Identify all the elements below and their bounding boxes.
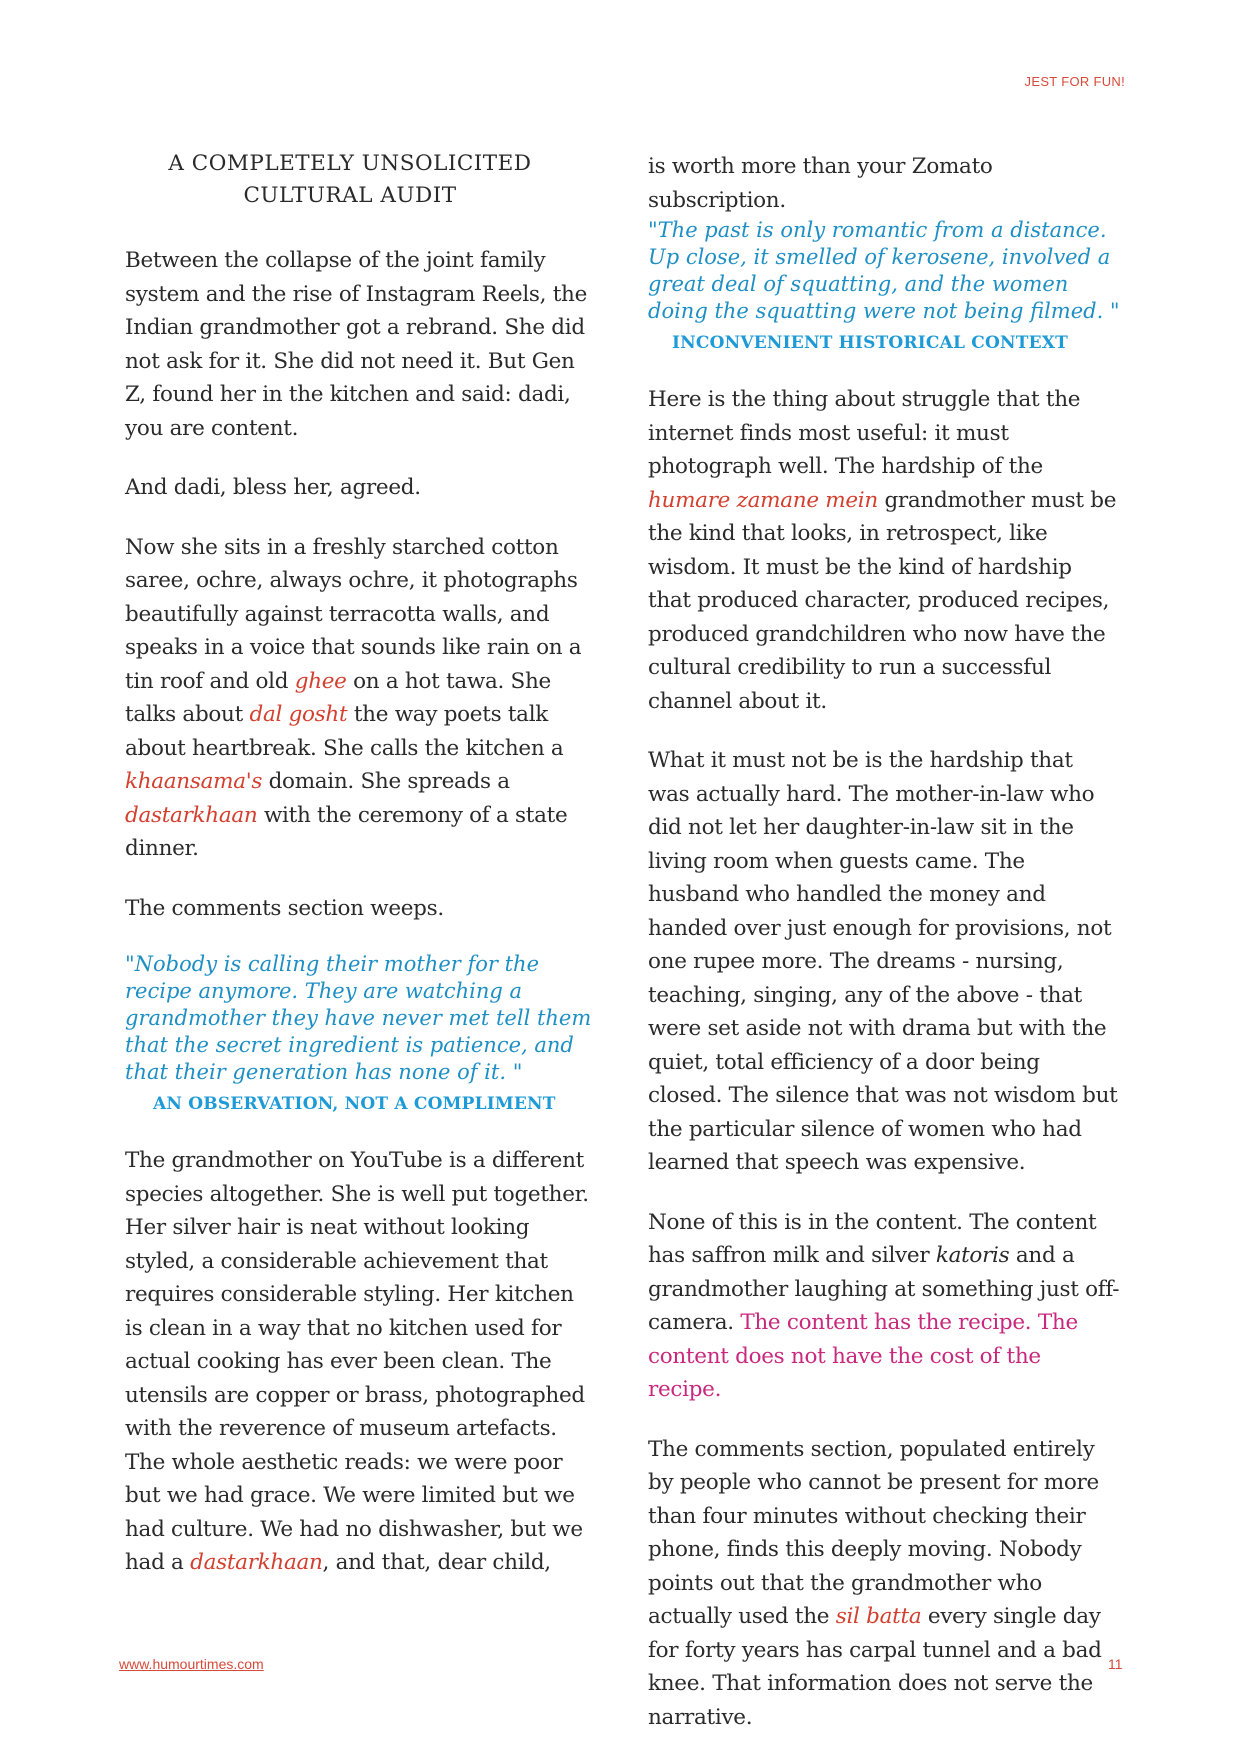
page-number: 11	[1108, 1656, 1123, 1672]
paragraph	[648, 1433, 1120, 1735]
quote-attribution: AN OBSERVATION, NOT A COMPLIMENT	[153, 1094, 556, 1114]
text-run: and a grandmother laughing at something just off-camera.	[648, 1243, 1120, 1335]
right-column	[648, 150, 1120, 1760]
pull-quote: "Nobody is calling their mother for the recipe anymore. They are watching a grandmother they have never met tell them that the secret ingredient is patience, and that their generation has none of it. "	[125, 952, 592, 1084]
text-run: Now she sits in a freshly starched cotton saree, ochre, always ochre, it photographs beautifully against terracotta walls, and speaks in a voice that sounds like rain on a tin roof and old	[125, 534, 582, 694]
highlight-term: dastarkhaan	[125, 802, 258, 828]
paragraph: Between the collapse of the joint family system and the rise of Instagram Reels, the Indian grandmother got a rebrand. She did not ask for it. She did not need it. But Gen Z, found her in the kitchen and said: dadi, you are content.	[125, 248, 588, 441]
article-heading: A COMPLETELY UNSOLICITED CULTURAL AUDIT	[168, 151, 532, 208]
section-kicker: JEST FOR FUN!	[1024, 74, 1125, 89]
text-run: None of this is in the content. The content has saffron milk and silver	[648, 1209, 1097, 1268]
text-run: Here is the thing about struggle that the internet finds most useful: it must photograph well. The hardship of the	[648, 387, 1081, 479]
highlight-term: sil batta	[835, 1604, 922, 1629]
text-run: domain. She spreads a	[262, 769, 510, 794]
text-run: with the ceremony of a state dinner.	[125, 802, 568, 861]
website-link[interactable]: www.humourtimes.com	[119, 1656, 264, 1672]
paragraph	[125, 1144, 595, 1580]
text-run: , and that, dear child,	[322, 1550, 551, 1575]
highlight-term: dal gosht	[249, 702, 348, 727]
pull-quote: "The past is only romantic from a distance. Up close, it smelled of kerosene, involved a great deal of squatting, and the women doing the squatting were not being filmed. "	[648, 218, 1120, 323]
italic-term: katoris	[935, 1243, 1010, 1268]
paragraph	[125, 531, 595, 866]
text-run: the way poets talk about heartbreak. She calls the kitchen a	[125, 702, 564, 761]
text-run: every single day for forty years has carpal tunnel and a bad knee. That information does not serve the narrative.	[648, 1604, 1102, 1730]
pink-highlight: The content has the recipe. The content does not have the cost of the recipe.	[648, 1310, 1078, 1402]
text-run: on a hot tawa. She talks about	[125, 668, 551, 727]
highlight-term: ghee	[294, 668, 347, 694]
quote-attribution: INCONVENIENT HISTORICAL CONTEXT	[672, 333, 1069, 353]
paragraph: And dadi, bless her, agreed.	[125, 475, 421, 500]
paragraph	[648, 1206, 1120, 1407]
paragraph: What it must not be is the hardship that was actually hard. The mother-in-law who did not let her daughter-in-law sit in the living room when guests came. The husband who handled the money and handed over just enough for provisions, not one rupee more. The dreams - nursing, teaching, singing, any of the above - that were set aside not with drama but with the quiet, total efficiency of a door being closed. The silence that was not wisdom but the particular silence of women who had learned that speech was expensive.	[648, 748, 1118, 1175]
highlight-term: humare zamane mein	[648, 487, 878, 513]
left-column	[125, 148, 595, 1606]
text-run: grandmother must be the kind that looks, in retrospect, like wisdom. It must be the kind of hardship that produced character, produced recipes, produced grandchildren who now have the cultural credibility to run a successful channel about it.	[648, 487, 1117, 714]
text-run: The comments section, populated entirely by people who cannot be present for more than four minutes without checking their phone, finds this deeply moving. Nobody points out that the grandmother who actually used the	[648, 1436, 1099, 1629]
paragraph: The comments section weeps.	[125, 895, 444, 921]
highlight-term: dastarkhaan	[190, 1550, 323, 1575]
paragraph	[648, 383, 1120, 718]
paragraph-continuation: is worth more than your Zomato subscription.	[648, 154, 993, 213]
highlight-term: khaansama's	[125, 769, 263, 794]
text-run: The grandmother on YouTube is a different species altogether. She is well put together. Her silver hair is neat without looking styled, a considerable achievement that requires considerable styling. Her kitchen is clean in a way that no kitchen used for actual cooking has ever been clean. The utensils are copper or brass, photographed with the reverence of museum artefacts. The whole aesthetic reads: we were poor but we had grace. We were limited but we had culture. We had no dishwasher, but we had a	[125, 1148, 589, 1575]
